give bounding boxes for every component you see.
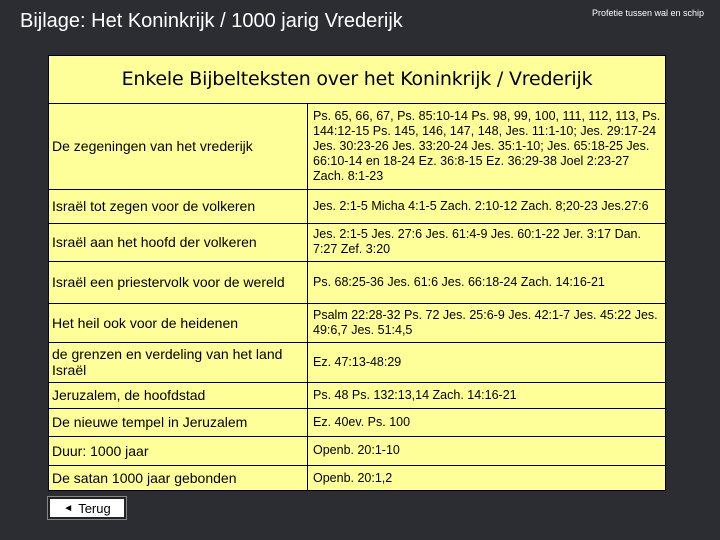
row-subject: Jeruzalem, de hoofdstad xyxy=(49,382,308,408)
row-references: Ez. 47:13-48:29 xyxy=(308,342,666,382)
back-button[interactable] xyxy=(48,497,126,519)
row-references: Ez. 40ev. Ps. 100 xyxy=(308,408,666,436)
table-row xyxy=(49,104,665,189)
row-subject: De zegeningen van het vrederijk xyxy=(49,104,308,189)
back-button-label: Terug xyxy=(78,500,111,516)
bible-texts-table xyxy=(48,55,666,491)
table-row xyxy=(49,261,665,303)
table-row xyxy=(49,436,665,465)
row-subject: Duur: 1000 jaar xyxy=(49,436,308,465)
table-row xyxy=(49,303,665,342)
row-references: Ps. 68:25-36 Jes. 61:6 Jes. 66:18-24 Zach. 14:16-21 xyxy=(308,261,666,303)
row-subject: De satan 1000 jaar gebonden xyxy=(49,465,308,491)
row-references: Psalm 22:28-32 Ps. 72 Jes. 25:6-9 Jes. 42:1-7 Jes. 45:22 Jes. 49:6,7 Jes. 51:4,5 xyxy=(308,303,666,342)
row-subject: De nieuwe tempel in Jeruzalem xyxy=(49,408,308,436)
row-references: Openb. 20:1-10 xyxy=(308,436,666,465)
table-heading: Enkele Bijbelteksten over het Koninkrijk / Vrederijk xyxy=(49,56,665,104)
row-subject: de grenzen en verdeling van het land Israël xyxy=(49,342,308,382)
row-references: Jes. 2:1-5 Jes. 27:6 Jes. 61:4-9 Jes. 60:1-22 Jer. 3:17 Dan. 7:27 Zef. 3:20 xyxy=(308,223,666,261)
corner-caption: Profetie tussen wal en schip xyxy=(591,8,704,18)
row-references: Ps. 48 Ps. 132:13,14 Zach. 14:16-21 xyxy=(308,382,666,408)
row-references: Ps. 65, 66, 67, Ps. 85:10-14 Ps. 98, 99, 100, 111, 112, 113, Ps. 144:12-15 Ps. 145, 146, 147, 148, Jes. 11:1-10; Jes. 29:17-24 Jes. 30:23-26 Jes. 33:20-24 Jes. 35:1-10; Jes. 65:18-25 Jes. 66:10-14 en 18-24 Ez. 36:8-15 Ez. 36:29-38 Joel 2:23-27 Zach. 8:1-23 xyxy=(308,104,666,189)
table-row xyxy=(49,408,665,436)
triangle-left-icon: ◄ xyxy=(63,502,74,514)
row-references: Jes. 2:1-5 Micha 4:1-5 Zach. 2:10-12 Zach. 8;20-23 Jes.27:6 xyxy=(308,189,666,223)
row-references: Openb. 20:1,2 xyxy=(313,470,393,485)
row-subject: Israël aan het hoofd der volkeren xyxy=(49,223,308,261)
table-row xyxy=(49,223,665,261)
table-row xyxy=(49,382,665,408)
row-subject: Het heil ook voor de heidenen xyxy=(49,303,308,342)
table-row xyxy=(49,342,665,382)
row-subject: Israël een priestervolk voor de wereld xyxy=(49,261,308,303)
table-row xyxy=(49,189,665,223)
table-row xyxy=(49,465,665,491)
row-subject: Israël tot zegen voor de volkeren xyxy=(49,189,308,223)
slide-title: Bijlage: Het Koninkrijk / 1000 jarig Vrederijk xyxy=(20,10,403,32)
bible-texts-grid xyxy=(49,104,665,491)
